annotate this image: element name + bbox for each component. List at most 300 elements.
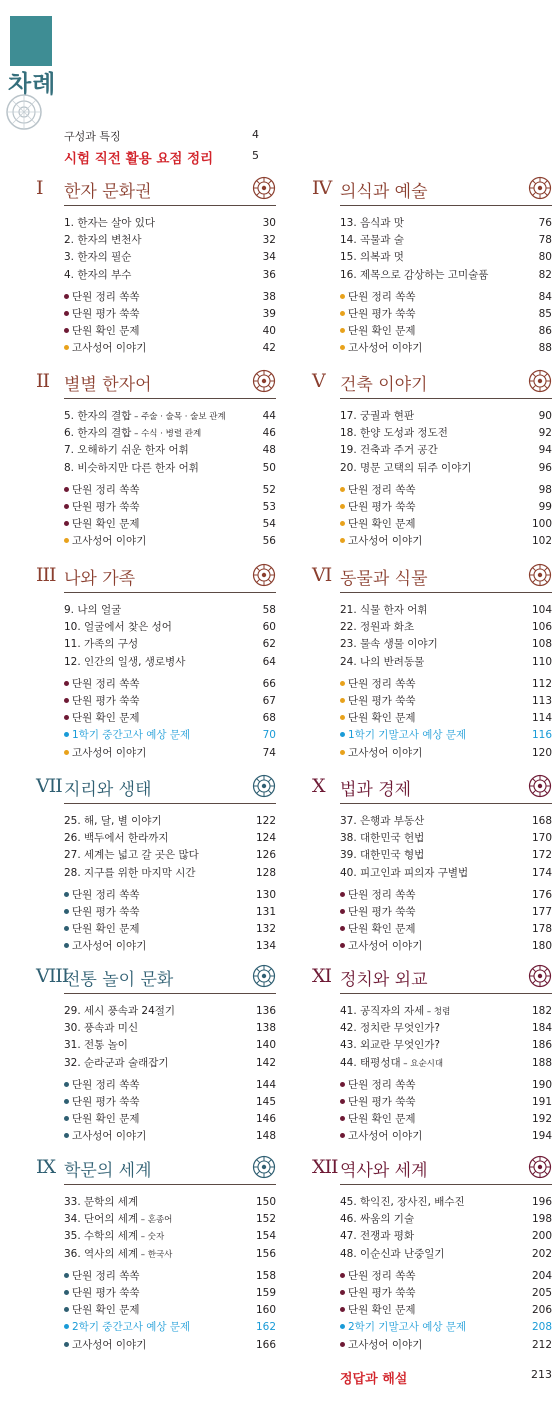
unit-header[interactable] [312,368,552,399]
toc-entry[interactable] [64,516,276,533]
toc-entry[interactable] [64,482,276,499]
bullet-icon [340,1099,345,1104]
entry-page: 34 [262,251,276,264]
unit-header[interactable] [36,562,276,593]
entry-page: 159 [255,1286,276,1299]
entry-label-wrap [340,887,416,904]
unit-section [312,175,552,358]
toc-entry[interactable] [340,1020,552,1037]
entry-page: 90 [538,410,552,422]
bullet-icon [64,909,69,914]
entry-label-wrap [64,1094,140,1111]
entry-label: 25. 해, 달, 별 이야기 [64,815,162,827]
entry-page: 160 [255,1304,276,1317]
entry-label: 17. 궁궐과 현판 [340,410,415,422]
entry-label-wrap [64,1194,138,1211]
unit-header[interactable] [36,1154,276,1185]
toc-entry[interactable] [64,533,276,550]
bullet-icon [64,521,69,526]
toc-entry[interactable] [340,289,552,306]
entry-page: 40 [262,325,276,338]
entry-label-wrap [64,1037,128,1054]
entry-subtitle: – 수식 · 병렬 관계 [131,429,202,440]
entry-page: 114 [531,712,552,725]
entry-label: 26. 백두에서 한라까지 [64,832,169,845]
entry-page: 146 [255,1113,276,1126]
entry-label-wrap [340,1211,414,1228]
toc-entry[interactable] [64,904,276,921]
unit-title: 의식과 예술 [340,182,428,202]
emblem-icon [252,964,276,988]
toc-entry[interactable] [340,460,552,477]
bullet-icon [340,892,345,897]
toc-entry[interactable] [64,267,276,284]
toc-entry[interactable] [64,1094,276,1111]
entry-page: 130 [255,888,276,901]
entry-subtitle: – 청렴 [424,1007,451,1017]
entry-page: 104 [531,604,552,616]
unit-numeral: II [36,370,50,392]
toc-entry[interactable] [340,1194,552,1211]
entry-label-wrap [64,693,140,710]
toc-entry[interactable] [64,887,276,904]
entry-label: 단원 정리 쏙쏙 [348,1078,416,1091]
toc-entry[interactable] [64,727,276,744]
toc-entry[interactable] [340,516,552,533]
entry-label: 고사성어 이야기 [72,1130,147,1143]
toc-entry[interactable] [340,813,552,830]
entry-label-wrap [64,1003,175,1020]
toc-entry[interactable] [340,710,552,727]
entry-label-wrap [64,533,146,550]
unit-numeral: IX [36,1156,56,1178]
entry-label-wrap [64,921,140,938]
emblem-icon [528,1155,552,1179]
bullet-icon [64,1342,69,1347]
entry-label: 27. 세계는 넓고 갈 곳은 많다 [64,849,199,862]
toc-entry[interactable] [340,1228,552,1245]
page-title: 차례 [8,70,57,98]
unit-numeral: VIII [36,965,69,987]
entry-label-wrap [64,1285,140,1302]
unit-header[interactable] [312,1154,552,1185]
entry-label: 고사성어 이야기 [72,342,147,355]
entry-label-wrap [64,267,131,284]
toc-entry[interactable] [64,1003,276,1020]
toc-entry[interactable] [340,499,552,516]
bullet-icon [340,294,345,299]
bullet-icon [64,345,69,350]
toc-entry[interactable] [340,249,552,266]
unit-header[interactable] [312,963,552,994]
unit-section [36,963,276,1146]
toc-entry[interactable] [340,482,552,499]
entry-page: 67 [262,694,276,707]
unit-numeral: V [312,370,325,392]
entry-page: 176 [531,888,552,901]
toc-entry[interactable] [340,1111,552,1128]
entry-label: 12. 인간의 일생, 생로병사 [64,655,186,668]
entry-page: 108 [531,638,552,651]
entry-label: 단원 정리 쏙쏙 [348,1269,416,1282]
toc-entry[interactable] [340,602,552,619]
toc-entry[interactable] [340,306,552,323]
entry-page: 186 [531,1039,552,1052]
unit-numeral: I [36,177,43,199]
entry-label: 37. 은행과 부동산 [340,815,425,827]
entry-page: 124 [255,832,276,845]
entry-label: 단원 확인 문제 [72,1113,140,1126]
unit-title: 전통 놀이 문화 [64,970,174,990]
entry-label-wrap [340,1319,466,1336]
toc-entry[interactable] [64,1337,276,1354]
entry-label: 단원 정리 쏙쏙 [72,1078,140,1091]
emblem-icon [528,369,552,393]
toc-entry[interactable] [64,813,276,830]
toc-entry[interactable] [64,289,276,306]
entry-label-wrap [64,1111,140,1128]
toc-entry[interactable] [340,1302,552,1319]
unit-header[interactable] [312,562,552,593]
entry-label: 단원 정리 쏙쏙 [72,677,140,690]
toc-entry[interactable] [340,1055,552,1072]
unit-items [340,602,552,762]
answer-page: 213 [531,1368,552,1381]
entry-label-wrap [340,654,424,671]
toc-entry[interactable] [64,830,276,847]
entry-page: 190 [531,1078,552,1091]
entry-label-wrap [64,887,140,904]
entry-page: 140 [255,1039,276,1052]
entry-label: 18. 한양 도성과 정도전 [340,427,448,440]
toc-entry[interactable] [340,921,552,938]
entry-label: 39. 대한민국 형법 [340,849,425,862]
bullet-icon [64,328,69,333]
entry-page: 78 [538,234,552,247]
entry-label-wrap [64,1228,164,1246]
entry-page: 116 [531,729,552,742]
entry-label-wrap [64,1337,146,1354]
toc-entry[interactable] [340,1003,552,1020]
entry-label-wrap [340,676,416,693]
toc-entry[interactable] [64,232,276,249]
toc-entry[interactable] [340,1077,552,1094]
toc-entry[interactable] [64,442,276,459]
toc-entry[interactable] [64,1211,276,1228]
entry-label: 38. 대한민국 헌법 [340,832,425,845]
entry-label-wrap [64,1246,172,1264]
entry-label: 단원 정리 쏙쏙 [72,483,140,496]
toc-entry[interactable] [340,1211,552,1228]
entry-page: 208 [531,1321,552,1334]
entry-label-wrap [64,232,142,249]
entry-page: 202 [531,1247,552,1260]
entry-label-wrap [340,1228,414,1245]
entry-label: 단원 정리 쏙쏙 [72,1269,140,1282]
bullet-icon [340,1116,345,1121]
entry-page: 198 [531,1213,552,1226]
toc-entry[interactable] [64,1020,276,1037]
entry-page: 136 [255,1005,276,1017]
bullet-icon [340,345,345,350]
bullet-icon [340,311,345,316]
toc-entry[interactable] [64,745,276,762]
toc-entry[interactable] [64,1319,276,1336]
entry-label: 2. 한자의 변천사 [64,234,142,247]
entry-label: 35. 수학의 세계 [64,1230,139,1243]
entry-label: 단원 확인 문제 [348,712,416,725]
toc-entry[interactable] [64,499,276,516]
entry-label-wrap [64,482,140,499]
unit-numeral: XI [312,965,332,987]
emblem-icon [252,176,276,200]
toc-entry[interactable] [340,938,552,955]
unit-numeral: VI [312,564,332,586]
unit-section [312,1154,552,1354]
entry-label: 단원 확인 문제 [72,712,140,725]
entry-page: 64 [262,655,276,668]
entry-label-wrap [64,408,226,426]
toc-entry[interactable] [64,847,276,864]
toc-entry[interactable] [64,865,276,882]
unit-numeral: IV [312,177,332,199]
entry-label: 단원 평가 쑥쑥 [348,307,416,320]
entry-label: 22. 정원과 화초 [340,621,415,634]
unit-title: 역사와 세계 [340,1161,428,1181]
toc-entry[interactable] [340,1246,552,1263]
toc-entry[interactable] [64,938,276,955]
entry-page: 172 [531,849,552,862]
entry-page: 204 [531,1269,552,1282]
entry-subtitle: – 주술 · 술목 · 술보 관계 [131,412,226,422]
unit-section [36,773,276,956]
toc-entry[interactable] [340,215,552,232]
entry-label-wrap [340,619,414,636]
toc-entry[interactable] [64,1128,276,1145]
entry-page: 120 [531,746,552,759]
entry-label: 단원 평가 쑥쑥 [348,500,416,513]
toc-entry[interactable] [64,1055,276,1072]
toc-entry[interactable] [340,727,552,744]
entry-label: 단원 확인 문제 [72,325,140,338]
bullet-icon [340,487,345,492]
toc-entry[interactable] [340,1285,552,1302]
emblem-icon [252,774,276,798]
unit-items [64,408,276,551]
entry-label: 고사성어 이야기 [348,746,423,759]
toc-entry[interactable] [340,619,552,636]
toc-entry[interactable] [340,1319,552,1336]
bullet-icon [340,521,345,526]
entry-label: 44. 태평성대 [340,1056,401,1069]
toc-entry[interactable] [64,1302,276,1319]
toc-entry[interactable] [340,654,552,671]
entry-label: 단원 정리 쏙쏙 [72,290,140,303]
entry-page: 88 [538,342,552,355]
toc-entry[interactable] [340,1037,552,1054]
toc-entry[interactable] [340,847,552,864]
toc-entry[interactable] [64,249,276,266]
entry-label: 단원 정리 쏙쏙 [348,290,416,303]
entry-label: 단원 확인 문제 [348,518,416,531]
bullet-icon [340,328,345,333]
toc-entry[interactable] [340,425,552,442]
entry-page: 38 [262,290,276,303]
entry-label: 21. 식물 한자 어휘 [340,604,428,616]
entry-page: 110 [531,655,552,668]
intro-label: 구성과 특징 [64,130,121,143]
entry-label: 단원 평가 쑥쑥 [348,694,416,707]
unit-section [312,368,552,551]
toc-entry[interactable] [340,323,552,340]
unit-header[interactable] [312,175,552,206]
entry-label: 1학기 기말고사 예상 문제 [348,729,467,742]
toc-entry[interactable] [64,1037,276,1054]
entry-label-wrap [64,1319,190,1336]
entry-label-wrap [340,1111,416,1128]
entry-label-wrap [64,249,131,266]
toc-entry[interactable] [340,636,552,653]
toc-entry[interactable] [64,215,276,232]
entry-page: 92 [538,427,552,440]
toc-entry[interactable] [64,1228,276,1245]
unit-title: 정치와 외교 [340,970,428,990]
answer-label: 정답과 해설 [340,1372,408,1387]
entry-label-wrap [340,904,416,921]
entry-label: 고사성어 이야기 [72,746,147,759]
entry-page: 60 [262,621,276,634]
toc-entry[interactable] [340,232,552,249]
answer-section[interactable] [340,1368,552,1387]
toc-entry[interactable] [340,533,552,550]
toc-entry[interactable] [64,1285,276,1302]
entry-label: 1. 한자는 살아 있다 [64,217,156,229]
toc-entry[interactable] [340,442,552,459]
entry-label: 42. 정치란 무엇인가? [340,1022,440,1035]
toc-entry[interactable] [340,408,552,425]
entry-label: 2학기 기말고사 예상 문제 [348,1321,467,1334]
entry-page: 156 [255,1247,276,1260]
toc-entry[interactable] [64,1194,276,1211]
toc-entry[interactable] [64,1246,276,1263]
toc-entry[interactable] [64,1111,276,1128]
toc-entry[interactable] [64,323,276,340]
bullet-icon [340,1273,345,1278]
entry-page: 84 [538,290,552,303]
toc-entry[interactable] [340,904,552,921]
emblem-icon [528,774,552,798]
toc-entry[interactable] [64,340,276,357]
entry-page: 99 [538,500,552,513]
unit-header[interactable] [36,368,276,399]
emblem-icon [528,964,552,988]
toc-entry[interactable] [340,887,552,904]
toc-entry[interactable] [64,408,276,425]
bullet-icon [340,943,345,948]
toc-entry[interactable] [64,602,276,619]
toc-entry[interactable] [340,865,552,882]
unit-header[interactable] [36,773,276,804]
entry-label-wrap [64,1211,172,1229]
toc-entry[interactable] [64,619,276,636]
entry-page: 122 [255,815,276,827]
entry-label: 6. 한자의 결합 [64,427,132,440]
entry-label-wrap [340,482,416,499]
toc-entry[interactable] [64,460,276,477]
toc-entry[interactable] [64,676,276,693]
toc-entry[interactable] [340,1094,552,1111]
bullet-icon [340,698,345,703]
entry-label-wrap [340,830,424,847]
bullet-icon [64,504,69,509]
entry-page: 50 [262,461,276,474]
toc-entry[interactable] [64,306,276,323]
toc-entry[interactable] [64,1077,276,1094]
entry-page: 44 [262,410,276,422]
entry-label: 단원 평가 쑥쑥 [348,1095,416,1108]
entry-label: 단원 확인 문제 [348,923,416,936]
toc-entry[interactable] [64,921,276,938]
unit-header[interactable] [36,963,276,994]
entry-label-wrap [64,1268,140,1285]
entry-page: 192 [531,1113,552,1126]
unit-header[interactable] [312,773,552,804]
entry-label-wrap [64,289,140,306]
toc-entry[interactable] [64,1268,276,1285]
toc-entry[interactable] [64,693,276,710]
entry-label: 단원 평가 쑥쑥 [72,694,140,707]
entry-label: 32. 순라군과 술래잡기 [64,1056,169,1069]
bullet-icon [64,943,69,948]
toc-entry[interactable] [340,745,552,762]
toc-entry[interactable] [340,267,552,284]
entry-label: 7. 오해하기 쉬운 한자 어휘 [64,444,189,457]
entry-label: 24. 나의 반려동물 [340,655,425,668]
entry-label: 1학기 중간고사 예상 문제 [72,729,191,742]
entry-label-wrap [340,1055,443,1073]
entry-label-wrap [64,636,138,653]
ornament-icon [4,92,44,132]
entry-label-wrap [340,267,488,284]
toc-entry[interactable] [340,1268,552,1285]
entry-label-wrap [64,516,140,533]
toc-entry[interactable] [64,654,276,671]
entry-label-wrap [340,745,422,762]
entry-label-wrap [64,619,172,636]
toc-entry[interactable] [340,693,552,710]
unit-header[interactable] [36,175,276,206]
entry-label: 3. 한자의 필순 [64,251,132,264]
entry-label-wrap [340,693,416,710]
entry-label: 단원 정리 쏙쏙 [348,677,416,690]
bullet-icon [340,1290,345,1295]
toc-entry[interactable] [340,340,552,357]
entry-label-wrap [64,865,195,882]
toc-entry[interactable] [340,830,552,847]
toc-entry[interactable] [340,1337,552,1354]
entry-label-wrap [64,215,155,232]
entry-page: 70 [262,729,276,742]
entry-label: 10. 얼굴에서 찾은 성어 [64,621,172,634]
toc-entry[interactable] [64,636,276,653]
unit-numeral: X [312,775,325,797]
toc-entry[interactable] [64,425,276,442]
toc-entry[interactable] [64,710,276,727]
entry-label-wrap [340,289,416,306]
toc-entry[interactable] [340,1128,552,1145]
bullet-icon [64,487,69,492]
toc-entry[interactable] [340,676,552,693]
